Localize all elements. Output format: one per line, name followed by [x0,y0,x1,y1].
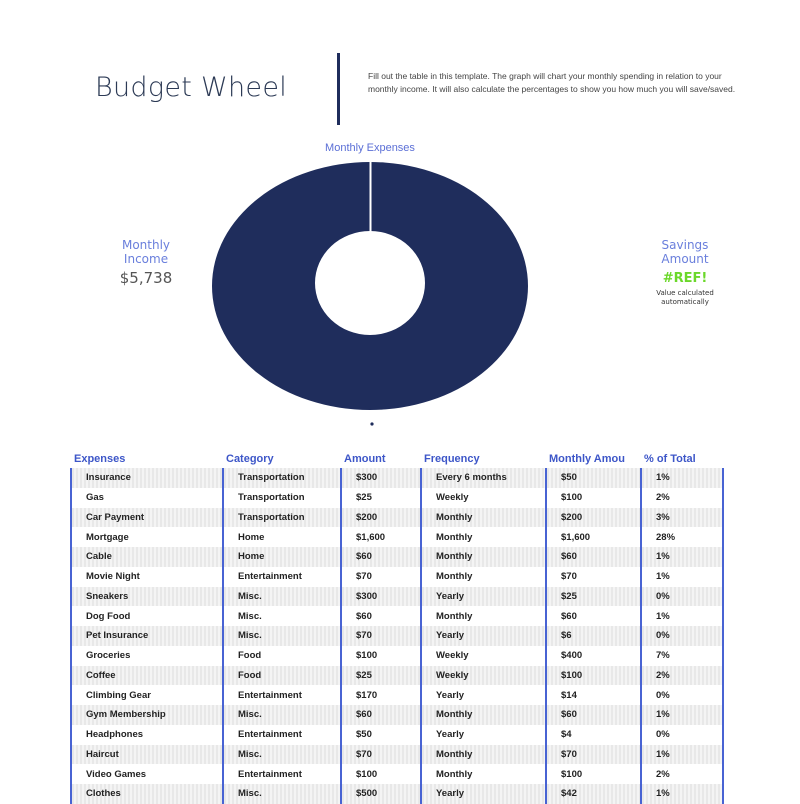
column-header-frequency[interactable]: Frequency [424,453,480,465]
table-row [71,666,723,686]
cell-amount[interactable]: $25 [341,488,421,508]
cell-monthly-amount[interactable]: $70 [546,567,641,587]
table-row [71,764,723,784]
cell-expenses[interactable]: Clothes [71,784,223,804]
expenses-table [70,450,724,804]
cell-percent-of-total[interactable]: 0% [641,725,723,745]
cell-expenses[interactable]: Headphones [71,725,223,745]
cell-monthly-amount[interactable]: $1,600 [546,527,641,547]
cell-expenses[interactable]: Haircut [71,745,223,765]
cell-percent-of-total[interactable]: 0% [641,626,723,646]
cell-expenses[interactable]: Gym Membership [71,705,223,725]
table-row [71,646,723,666]
column-header-percent-of-total[interactable]: % of Total [644,453,696,465]
cell-monthly-amount[interactable]: $70 [546,745,641,765]
cell-monthly-amount[interactable]: $50 [546,468,641,488]
cell-amount[interactable]: $300 [341,468,421,488]
cell-amount[interactable]: $100 [341,646,421,666]
savings-label-line1: Savings [661,238,709,252]
cell-expenses[interactable]: Insurance [71,468,223,488]
cell-category[interactable]: Misc. [223,745,341,765]
cell-frequency[interactable]: Monthly [421,745,546,765]
table-row [71,547,723,567]
cell-category[interactable]: Home [223,527,341,547]
table-row [71,784,723,804]
cell-frequency[interactable]: Yearly [421,725,546,745]
table-row [71,725,723,745]
cell-expenses[interactable]: Pet Insurance [71,626,223,646]
savings-label-line2: Amount [661,252,709,266]
cell-expenses[interactable]: Car Payment [71,508,223,528]
instructions-text: Fill out the table in this template. The graph will chart your monthly spending in relation to your monthly income. It will also calculate the percentages to show you how much you will save/saved. [368,71,736,94]
cell-percent-of-total[interactable]: 1% [641,547,723,567]
income-value: $5,738 [119,269,173,287]
cell-monthly-amount[interactable]: $6 [546,626,641,646]
cell-frequency[interactable]: Monthly [421,764,546,784]
cell-monthly-amount[interactable]: $25 [546,587,641,607]
cell-amount[interactable]: $60 [341,547,421,567]
savings-amount-block [630,238,740,307]
cell-frequency[interactable]: Monthly [421,567,546,587]
cell-frequency[interactable]: Monthly [421,547,546,567]
cell-percent-of-total[interactable]: 2% [641,666,723,686]
column-header-expenses[interactable]: Expenses [74,453,126,465]
savings-value: #REF! [662,271,708,286]
table-row [71,587,723,607]
cell-monthly-amount[interactable]: $400 [546,646,641,666]
cell-frequency[interactable]: Monthly [421,508,546,528]
cell-category[interactable]: Misc. [223,705,341,725]
cell-amount[interactable]: $170 [341,685,421,705]
cell-frequency[interactable]: Monthly [421,606,546,626]
cell-expenses[interactable]: Video Games [71,764,223,784]
table-row [71,626,723,646]
cell-monthly-amount[interactable]: $42 [546,784,641,804]
cell-amount[interactable]: $500 [341,784,421,804]
cell-category[interactable]: Home [223,547,341,567]
table-row [71,745,723,765]
table-row [71,508,723,528]
cell-percent-of-total[interactable]: 0% [641,587,723,607]
cell-percent-of-total[interactable]: 1% [641,745,723,765]
cell-amount[interactable]: $1,600 [341,527,421,547]
cell-percent-of-total[interactable]: 2% [641,764,723,784]
cell-monthly-amount[interactable]: $100 [546,488,641,508]
cell-percent-of-total[interactable]: 1% [641,468,723,488]
cell-percent-of-total[interactable]: 28% [641,527,723,547]
cell-frequency[interactable]: Yearly [421,784,546,804]
cell-frequency[interactable]: Yearly [421,587,546,607]
cell-amount[interactable]: $300 [341,587,421,607]
table-row [71,567,723,587]
cell-percent-of-total[interactable]: 3% [641,508,723,528]
table-row [71,527,723,547]
cell-category[interactable]: Food [223,646,341,666]
cell-monthly-amount[interactable]: $100 [546,764,641,784]
column-header-monthly-amount[interactable]: Monthly Amou [549,453,625,465]
cell-monthly-amount[interactable]: $60 [546,547,641,567]
cell-frequency[interactable]: Yearly [421,626,546,646]
cell-category[interactable]: Misc. [223,784,341,804]
savings-note-line1: Value calculated [656,289,714,297]
monthly-income-block [100,238,192,285]
cell-expenses[interactable]: Climbing Gear [71,685,223,705]
income-label-line2: Income [123,252,169,266]
cell-frequency[interactable]: Monthly [421,527,546,547]
cell-category[interactable]: Misc. [223,606,341,626]
income-label-line1: Monthly [121,238,171,252]
cell-amount[interactable]: $70 [341,745,421,765]
chart-title: Monthly Expenses [325,142,415,154]
cell-category[interactable]: Entertainment [223,764,341,784]
cell-expenses[interactable]: Groceries [71,646,223,666]
column-header-amount[interactable]: Amount [344,453,386,465]
cell-frequency[interactable]: Monthly [421,705,546,725]
cell-expenses[interactable]: Sneakers [71,587,223,607]
cell-amount[interactable]: $25 [341,666,421,686]
column-header-category[interactable]: Category [226,453,274,465]
page-title: Budget Wheel [95,72,288,103]
cell-category[interactable]: Entertainment [223,725,341,745]
cell-category[interactable]: Entertainment [223,567,341,587]
cell-monthly-amount[interactable]: $14 [546,685,641,705]
cell-frequency[interactable]: Weekly [421,666,546,686]
table-row [71,606,723,626]
cell-monthly-amount[interactable]: $200 [546,508,641,528]
cell-amount[interactable]: $70 [341,626,421,646]
cell-amount[interactable]: $100 [341,764,421,784]
cell-category[interactable]: Entertainment [223,685,341,705]
cell-amount[interactable]: $60 [341,705,421,725]
cell-percent-of-total[interactable]: 1% [641,705,723,725]
cell-expenses[interactable]: Coffee [71,666,223,686]
cell-frequency[interactable]: Weekly [421,488,546,508]
chart-marker-dot [370,422,373,425]
cell-category[interactable]: Transportation [223,488,341,508]
table-row [71,488,723,508]
cell-expenses[interactable]: Gas [71,488,223,508]
cell-amount[interactable]: $70 [341,567,421,587]
cell-expenses[interactable]: Dog Food [71,606,223,626]
cell-percent-of-total[interactable]: 0% [641,685,723,705]
table-row [71,685,723,705]
cell-category[interactable]: Misc. [223,587,341,607]
savings-note-line2: automatically [661,298,709,306]
table-row [71,468,723,488]
cell-percent-of-total[interactable]: 7% [641,646,723,666]
cell-category[interactable]: Transportation [223,468,341,488]
cell-percent-of-total[interactable]: 1% [641,567,723,587]
cell-percent-of-total[interactable]: 1% [641,784,723,804]
table-row [71,705,723,725]
cell-category[interactable]: Food [223,666,341,686]
cell-amount[interactable]: $50 [341,725,421,745]
cell-category[interactable]: Misc. [223,626,341,646]
cell-monthly-amount[interactable]: $60 [546,705,641,725]
cell-amount[interactable]: $60 [341,606,421,626]
cell-monthly-amount[interactable]: $100 [546,666,641,686]
cell-percent-of-total[interactable]: 2% [641,488,723,508]
cell-expenses[interactable]: Movie Night [71,567,223,587]
cell-category[interactable]: Transportation [223,508,341,528]
cell-frequency[interactable]: Every 6 months [421,468,546,488]
cell-monthly-amount[interactable]: $60 [546,606,641,626]
cell-monthly-amount[interactable]: $4 [546,725,641,745]
cell-expenses[interactable]: Cable [71,547,223,567]
cell-frequency[interactable]: Yearly [421,685,546,705]
cell-frequency[interactable]: Weekly [421,646,546,666]
cell-percent-of-total[interactable]: 1% [641,606,723,626]
cell-expenses[interactable]: Mortgage [71,527,223,547]
cell-amount[interactable]: $200 [341,508,421,528]
